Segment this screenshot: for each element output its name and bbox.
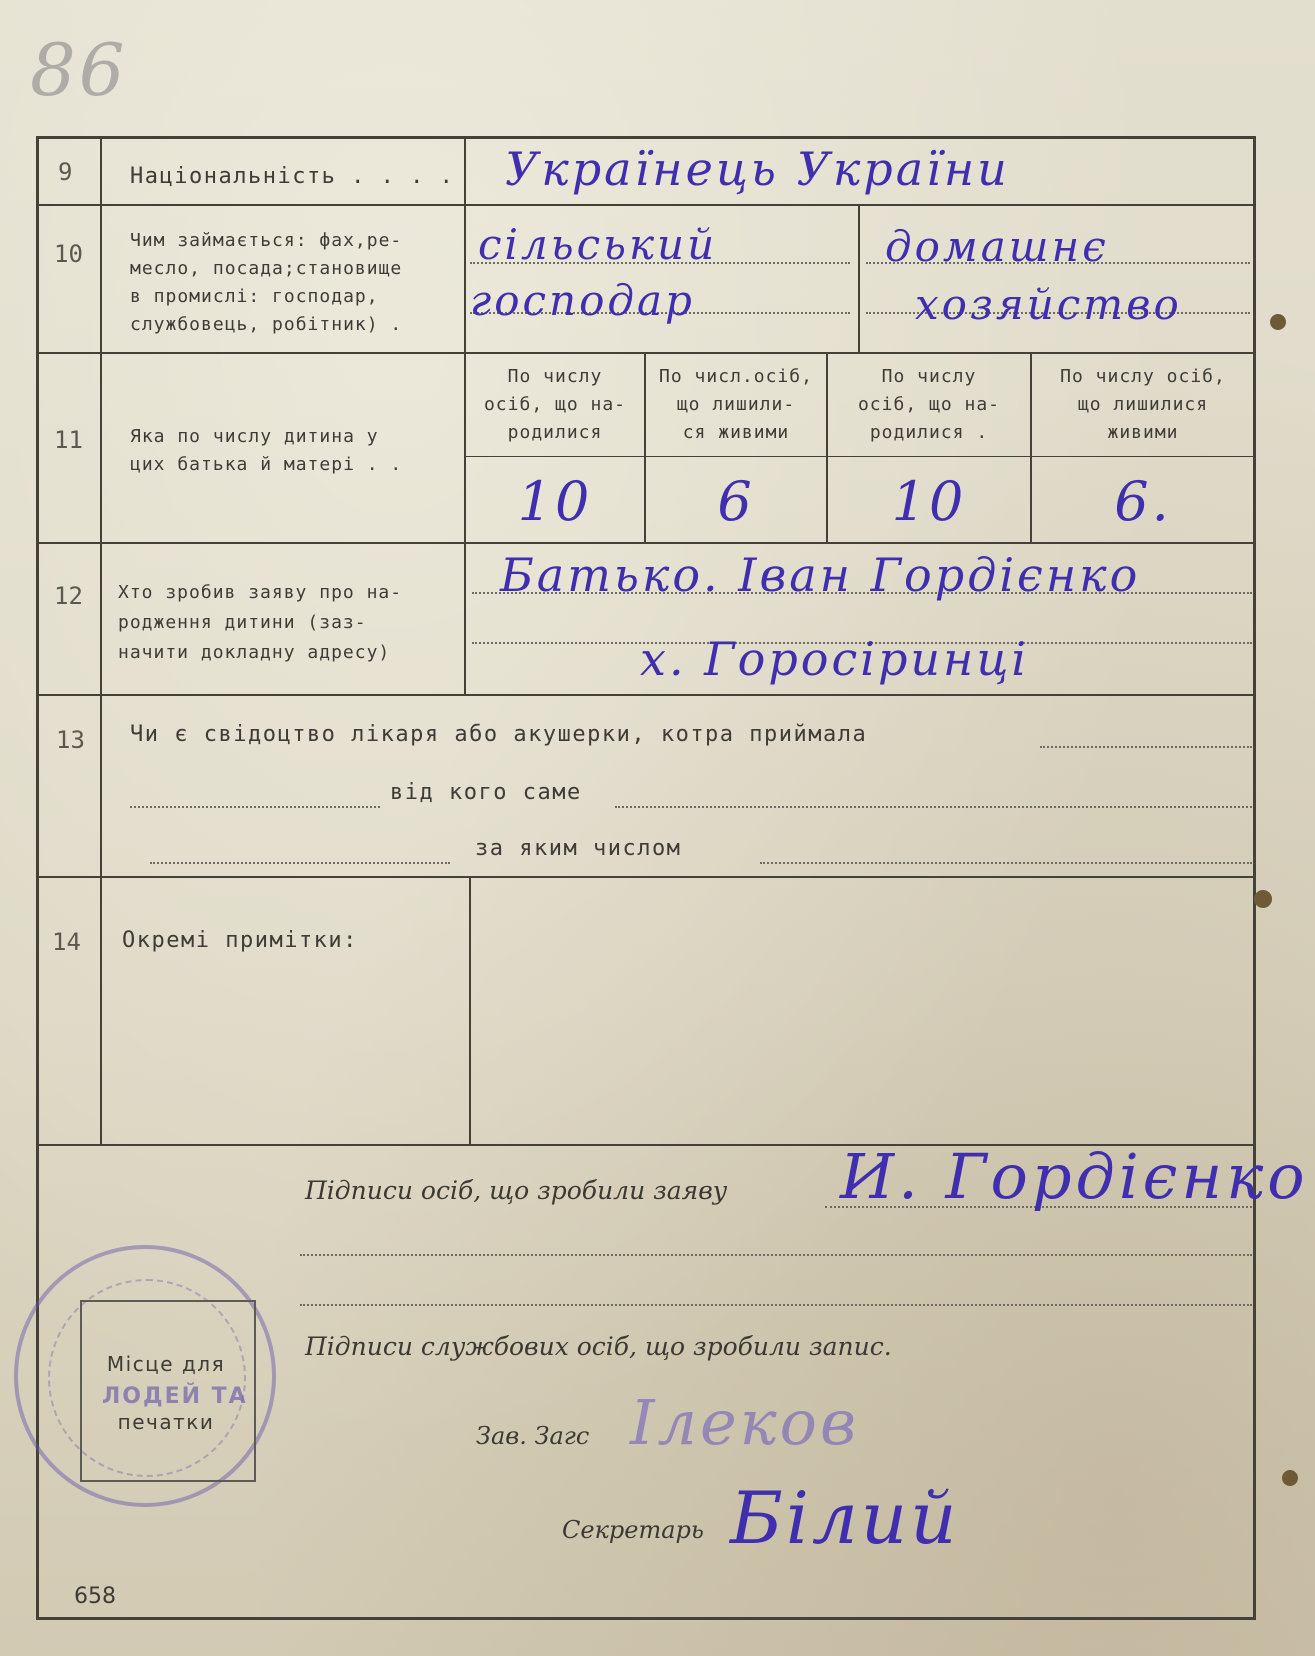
column-header: що лишили-	[676, 394, 796, 415]
row-divider	[36, 542, 1256, 544]
field-label-declarant: родження дитини (зaз-	[118, 612, 367, 633]
col-divider-r10	[858, 204, 860, 352]
column-header: що лишилися	[1077, 394, 1209, 415]
field-label-declarant: Хто зробив заяву про на-	[118, 582, 403, 603]
row-number: 14	[52, 928, 81, 956]
corner-note: 86	[30, 28, 128, 112]
row-number: 13	[56, 726, 85, 754]
column-header: По числ.осіб,	[659, 366, 813, 387]
field-label-declarant: начити докладну адресу)	[118, 642, 391, 663]
col-divider-num	[100, 136, 102, 1144]
value-declarant: Батько. Іван Гордієнко	[500, 548, 1141, 602]
row-number: 12	[54, 582, 83, 610]
value-declarant-address: х. Горосіринці	[640, 632, 1030, 686]
officials-signature-label: Підписи службових осіб, що зробили запис.	[305, 1332, 892, 1361]
form-number: 658	[74, 1584, 116, 1609]
applicants-signature: И. Гордієнко	[840, 1140, 1309, 1213]
signature-line	[300, 1254, 1252, 1256]
value-alive-father: 6	[717, 470, 755, 533]
field-label-certificate: Чи є свідоцтво лікаря або акушерки, котра приймала	[130, 722, 868, 747]
field-label-notes: Окремі примітки:	[122, 928, 358, 953]
binding-hole-icon	[1270, 314, 1286, 330]
field-label-birth-order: цих батька й матері . .	[130, 454, 403, 475]
column-header: осіб, що на-	[483, 394, 627, 415]
binding-hole-icon	[1254, 890, 1272, 908]
row-number: 11	[54, 426, 83, 454]
row-number: 9	[58, 158, 73, 186]
value-line	[130, 806, 380, 808]
column-header: родилися .	[869, 422, 989, 443]
row-divider	[36, 352, 1256, 354]
field-label-nationality: Національність . . . .	[130, 164, 455, 189]
field-label-occupation: в промислі: господар,	[130, 286, 379, 307]
stamp-place-label: Місце для	[106, 1352, 226, 1376]
binding-hole-icon	[1282, 1470, 1298, 1486]
r11-header-divider	[464, 456, 1256, 457]
value-occupation-father: господар	[470, 276, 695, 325]
col-divider-label	[469, 876, 471, 1144]
column-header: живими	[1107, 422, 1179, 443]
column-header: родилися	[507, 422, 603, 443]
column-header: По числу	[507, 366, 603, 387]
value-occupation-mother: хозяйство	[915, 280, 1182, 329]
col-divider-label	[464, 136, 466, 694]
field-label-issued-by: від кого саме	[390, 780, 582, 805]
field-label-occupation: службовець, робітник) .	[130, 314, 403, 335]
field-label-birth-order: Яка по числу дитина у	[130, 426, 379, 447]
stamp-place-label: печатки	[117, 1410, 215, 1434]
field-label-date: за яким числом	[475, 836, 682, 861]
value-born-father: 10	[517, 470, 593, 533]
value-occupation-father: сільський	[478, 220, 718, 269]
row-divider	[36, 694, 1256, 696]
value-line	[760, 862, 1252, 864]
value-alive-mother: 6.	[1114, 470, 1172, 533]
column-header: По числу осіб,	[1060, 366, 1226, 387]
value-line	[150, 862, 450, 864]
stamp-place-box	[80, 1300, 256, 1482]
row-divider	[36, 204, 1256, 206]
value-line	[615, 806, 1252, 808]
column-header: По числу	[881, 366, 977, 387]
seal-mark: ЛОДЕЙ ТА	[102, 1384, 248, 1409]
row-divider	[36, 876, 1256, 878]
value-nationality: Українець України	[505, 142, 1010, 196]
secretary-signature: Білий	[730, 1476, 960, 1560]
head-label: Зав. Загс	[476, 1422, 590, 1450]
value-occupation-mother: домашнє	[885, 222, 1109, 271]
signature-line	[300, 1304, 1252, 1306]
field-label-occupation: месло, посада;становище	[130, 258, 403, 279]
column-header: ся живими	[682, 422, 790, 443]
value-line	[1040, 746, 1252, 748]
applicants-signature-label: Підписи осіб, що зробили заяву	[305, 1176, 728, 1205]
column-header: осіб, що на-	[857, 394, 1001, 415]
row-number: 10	[54, 240, 83, 268]
value-born-mother: 10	[891, 470, 967, 533]
field-label-occupation: Чим займається: фах,ре-	[130, 230, 403, 251]
secretary-label: Секретарь	[562, 1516, 704, 1544]
head-signature: Ілеков	[630, 1386, 860, 1459]
